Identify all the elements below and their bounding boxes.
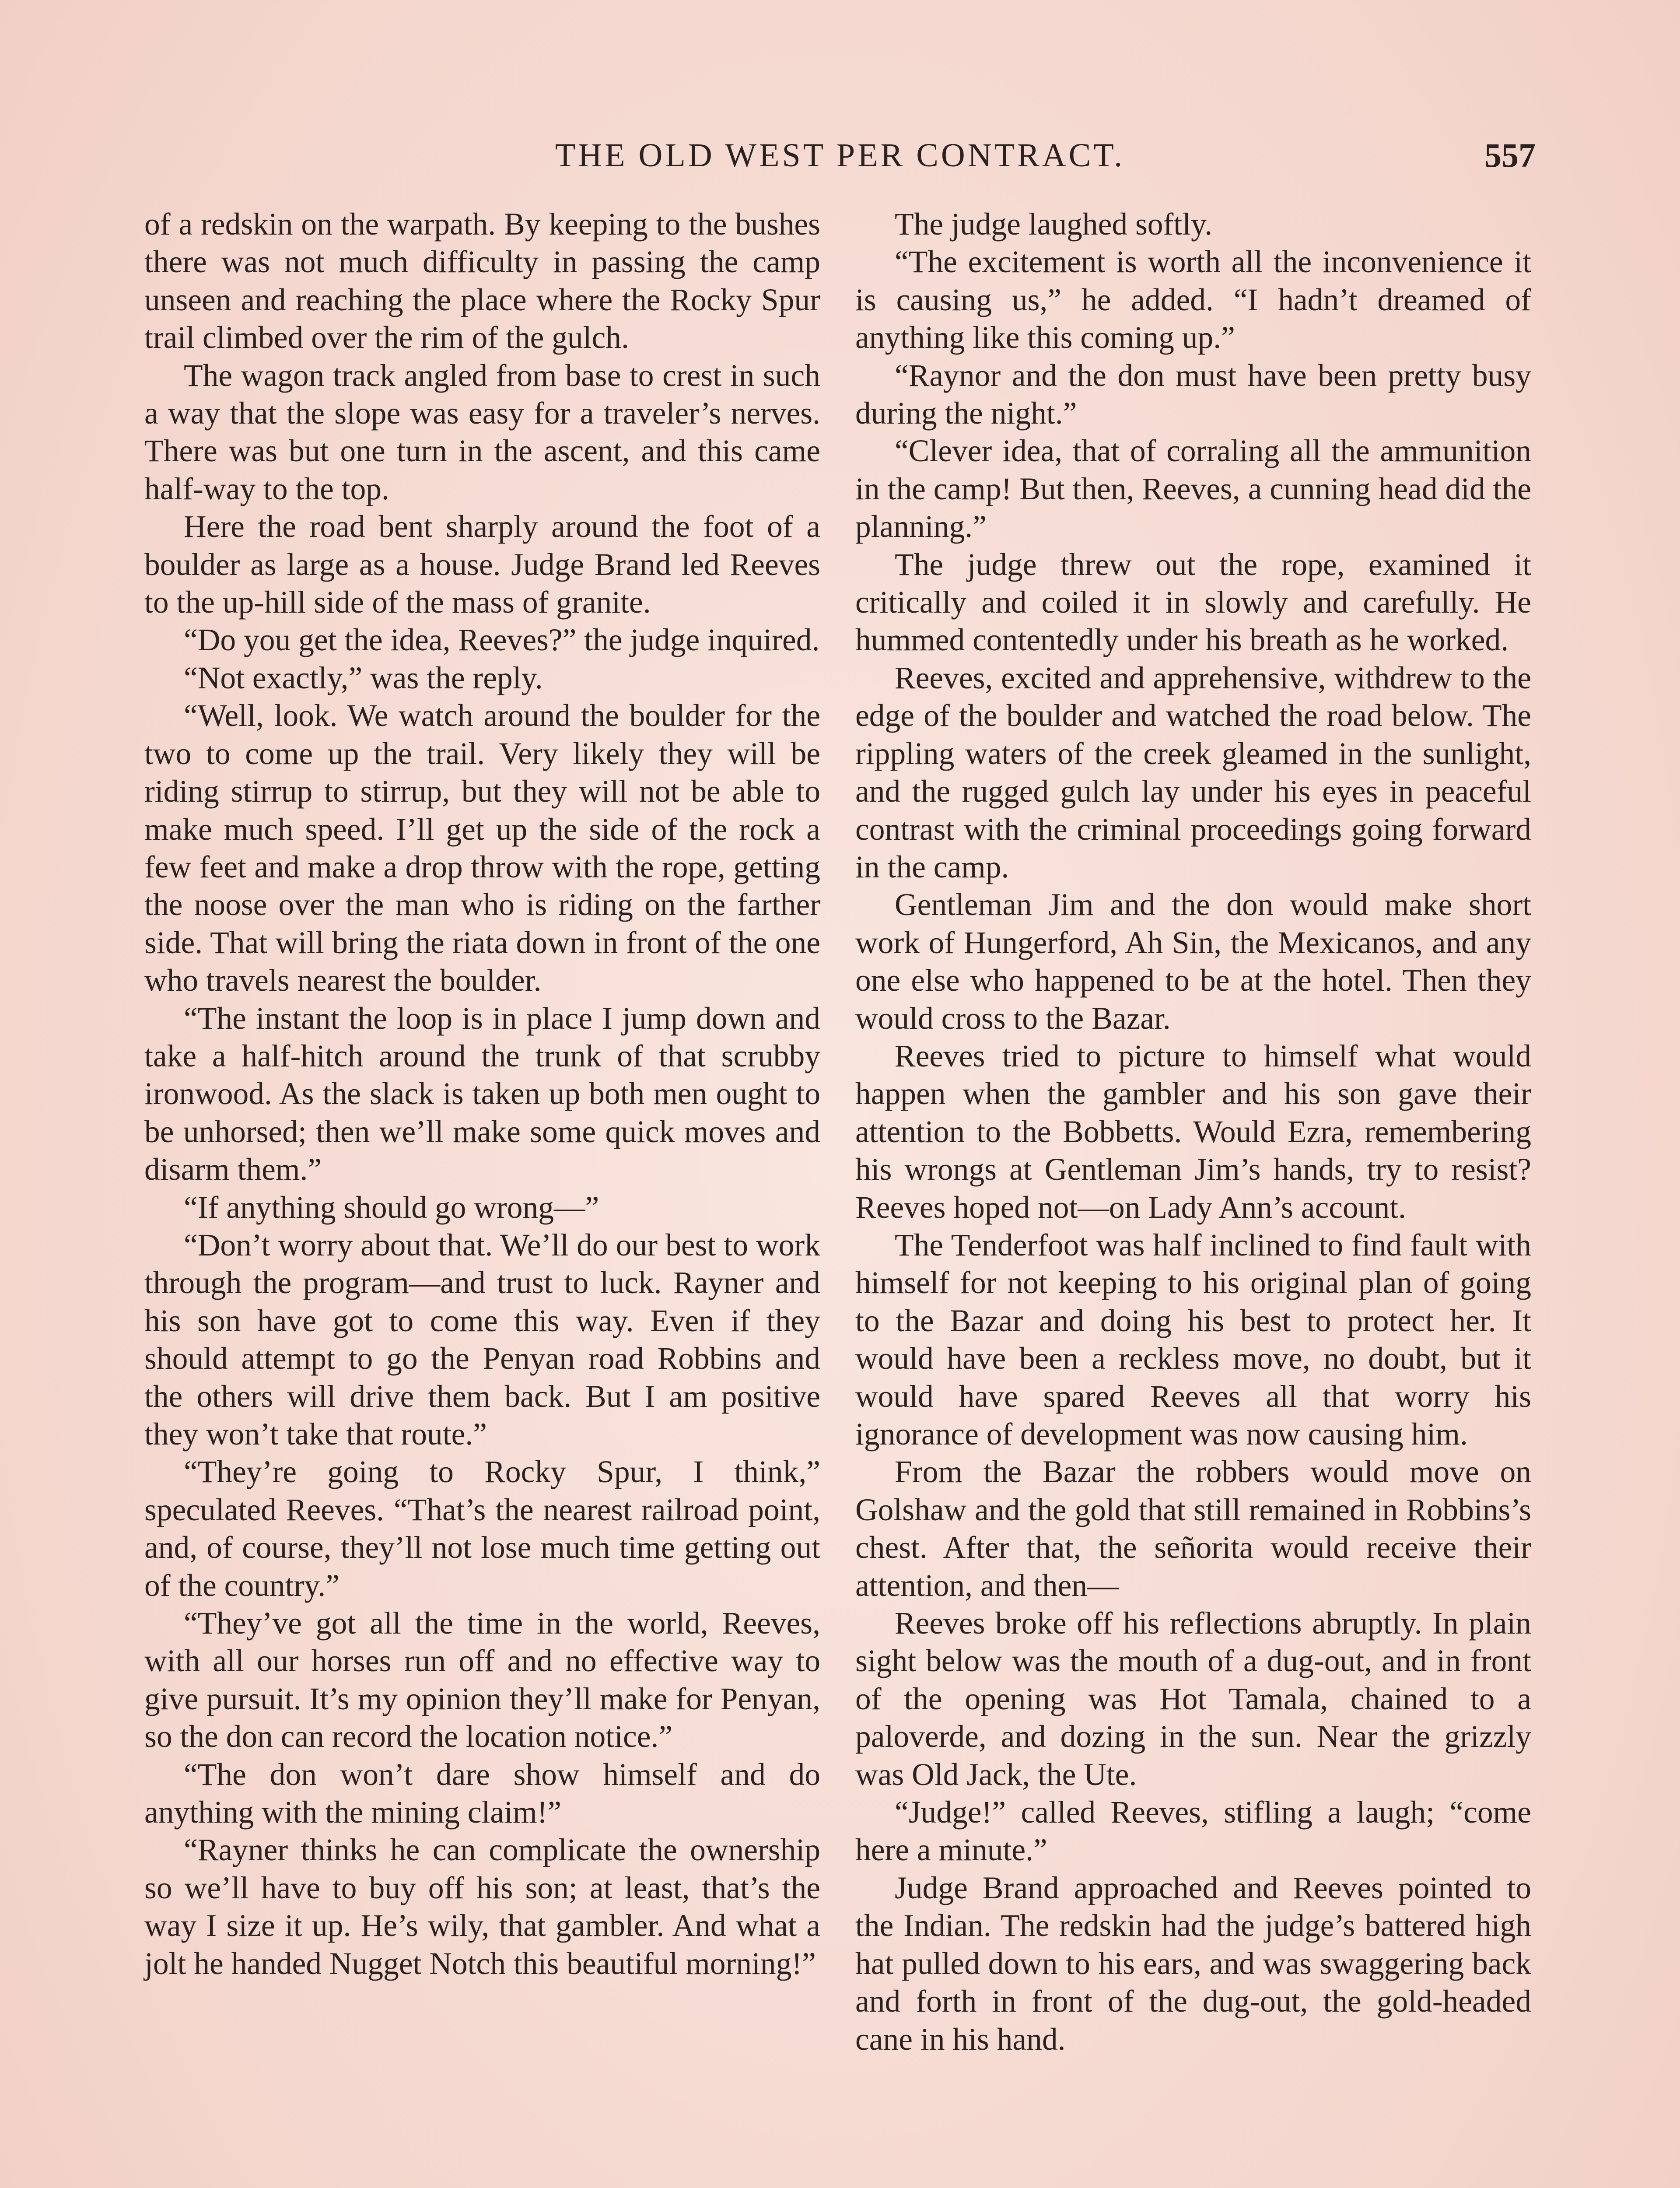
paragraph: “Do you get the idea, Reeves?” the judge inquired. <box>184 623 820 658</box>
paragraph: “If anything should go wrong—” <box>184 1190 599 1225</box>
paragraph: Reeves broke off his reflections abruptly. In plain sight below was the mouth of a dug-out, and in front of the opening was Hot Tamala, chained to a paloverde, and dozing in the sun. Near the grizzly was Old Jack, the Ute. <box>855 1606 1531 1792</box>
page-header <box>144 131 1536 179</box>
paragraph: Judge Brand approached and Reeves pointed to the Indian. The redskin had the judge’s battered high hat pulled down to his ears, and was swaggering back and forth in front of the dug-out, the gold-headed cane in his hand. <box>855 1870 1531 2057</box>
paragraph: “Well, look. We watch around the boulder for the two to come up the trail. Very likely they will be riding stirrup to stirrup, but they will not be able to make much speed. I’ll get up the side of the rock a few feet and make a drop throw with the rope, getting the noose over the man who is riding on the farther side. That will bring the riata down in front of the one who travels nearest the boulder. <box>144 698 820 998</box>
paragraph: “The instant the loop is in place I jump down and take a half-hitch around the trunk of that scrubby ironwood. As the slack is taken up both men ought to be unhorsed; then we’ll make some quick moves and disarm them.” <box>144 1001 820 1187</box>
left-column <box>144 206 820 1983</box>
paragraph: Gentleman Jim and the don would make short work of Hungerford, Ah Sin, the Mexicanos, and any one else who happened to be at the hotel. Then they would cross to the Bazar. <box>855 887 1531 1036</box>
paragraph: The judge laughed softly. <box>895 207 1213 242</box>
paragraph: “Judge!” called Reeves, stifling a laugh; “come here a minute.” <box>855 1795 1531 1868</box>
paragraph: “They’ve got all the time in the world, Reeves, with all our horses run off and no effective way to give pursuit. It’s my opinion they’ll make for Penyan, so the don can record the location notice.” <box>144 1606 820 1754</box>
right-column <box>855 206 1531 2058</box>
paragraph: “They’re going to Rocky Spur, I think,” speculated Reeves. “That’s the nearest railroad point, and, of course, they’ll not lose much time getting out of the country.” <box>144 1455 820 1603</box>
paragraph: Reeves, excited and apprehensive, withdrew to the edge of the boulder and watched the road below. The rippling waters of the creek gleamed in the sunlight, and the rugged gulch lay under his eyes in peaceful contrast with the criminal proceedings going forward in the camp. <box>855 660 1531 884</box>
paragraph: “Don’t worry about that. We’ll do our best to work through the program—and trust to luck. Rayner and his son have got to come this way. Even if they should attempt to go the Penyan road Robbins and the others will drive them back. But I am positive they won’t take that route.” <box>144 1227 820 1452</box>
paragraph: “The excitement is worth all the inconvenience it is causing us,” he added. “I hadn’t dreamed of anything like this coming up.” <box>855 245 1531 355</box>
paragraph: of a redskin on the warpath. By keeping to the bushes there was not much difficulty in passing the camp unseen and reaching the place where the Rocky Spur trail climbed over the rim of the gulch. <box>144 207 820 355</box>
paragraph: “Not exactly,” was the reply. <box>184 660 543 695</box>
paragraph: Here the road bent sharply around the foot of a boulder as large as a house. Judge Brand led Reeves to the up-hill side of the mass of granite. <box>144 509 820 620</box>
paragraph: “Clever idea, that of corraling all the ammunition in the camp! But then, Reeves, a cunning head did the planning.” <box>855 434 1531 544</box>
paragraph: The judge threw out the rope, examined it critically and coiled it in slowly and carefully. He hummed contentedly under his breath as he worked. <box>855 547 1531 658</box>
page-number: 557 <box>1484 136 1536 174</box>
paragraph: From the Bazar the robbers would move on Golshaw and the gold that still remained in Robbins’s chest. After that, the señorita would receive their attention, and then— <box>855 1455 1531 1603</box>
paragraph: The wagon track angled from base to crest in such a way that the slope was easy for a traveler’s nerves. There was but one turn in the ascent, and this came half-way to the top. <box>144 358 820 506</box>
running-title: THE OLD WEST PER CONTRACT. <box>555 137 1125 174</box>
paragraph: Reeves tried to picture to himself what would happen when the gambler and his son gave their attention to the Bobbetts. Would Ezra, remembering his wrongs at Gentleman Jim’s hands, try to resist? Reeves hoped not—on Lady Ann’s account. <box>855 1038 1531 1225</box>
paragraph: The Tenderfoot was half inclined to find fault with himself for not keeping to his original plan of going to the Bazar and doing his best to protect her. It would have been a reckless move, no doubt, but it would have spared Reeves all that worry his ignorance of development was now causing him. <box>855 1227 1531 1452</box>
paragraph: “Rayner thinks he can complicate the ownership so we’ll have to buy off his son; at least, that’s the way I size it up. He’s wily, that gambler. And what a jolt he handed Nugget Notch this beautiful morning!” <box>144 1833 820 1981</box>
paragraph: “Raynor and the don must have been pretty busy during the night.” <box>855 358 1531 431</box>
paragraph: “The don won’t dare show himself and do anything with the mining claim!” <box>144 1757 820 1830</box>
